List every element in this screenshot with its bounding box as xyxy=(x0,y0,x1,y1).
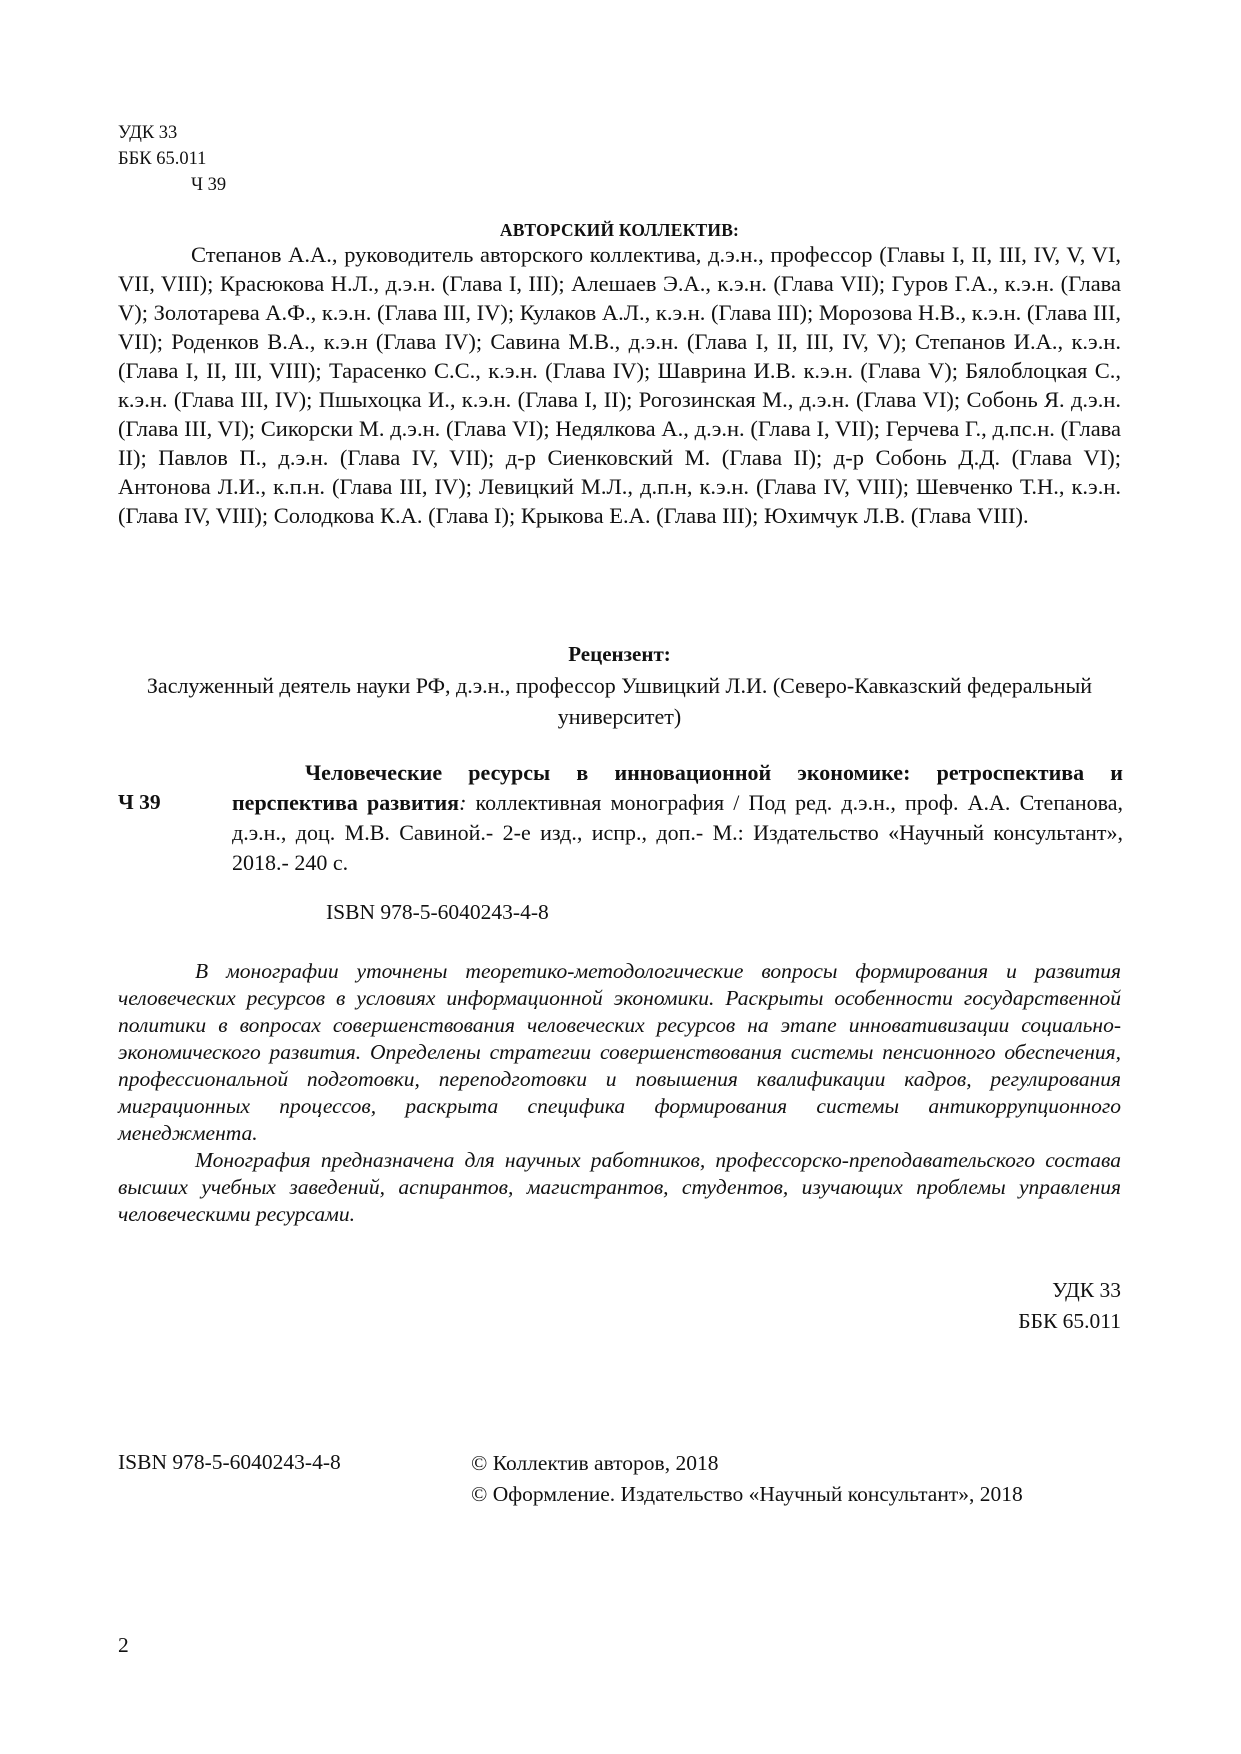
authors-heading: АВТОРСКИЙ КОЛЛЕКТИВ: xyxy=(499,220,740,240)
reviewer-heading: Рецензент: xyxy=(568,642,671,666)
bibliographic-record xyxy=(232,758,1123,878)
classification-codes-bottom xyxy=(900,1275,1121,1337)
authors-list: Степанов А.А., руководитель авторского коллектива, д.э.н., профессор (Главы I, II, III, IV, V, VI, VII, VIII); Красюкова Н.Л., д.э.н. (Глава I, III); Алешаев Э.А., к.э.н. (Глава VII); Гуров Г.А., к.э.н. (Глава V); Золотарева А.Ф., к.э.н. (Глава III, IV); Кулаков А.Л., к.э.н. (Глава III); Морозова Н.В., к.э.н. (Глава III, VII); Роденков В.А., к.э.н (Глава IV); Савина М.В., д.э.н. (Глава I, II, III, IV, V); Степанов И.А., к.э.н. (Глава I, II, III, VIII); Тарасенко С.С., к.э.н. (Глава IV); Шаврина И.В. к.э.н. (Глава V); Бялоблоцкая С., к.э.н. (Глава III, IV); Пшыхоцка И., к.э.н. (Глава I, II); Рогозинская М., д.э.н. (Глава VI); Собонь Я. д.э.н. (Глава III, VI); Сикорски М. д.э.н. (Глава VI); Недялкова А., д.э.н. (Глава I, VII); Герчева Г., д.пс.н. (Глава II); Павлов П., д.э.н. (Глава IV, VII); д-р Сиенковский М. (Глава II); д-р Собонь Д.Д. (Глава VI); Антонова Л.И., к.п.н. (Глава III, IV); Левицкий М.Л., д.п.н, к.э.н. (Глава IV, VIII); Шевченко Т.Н., к.э.н. (Глава IV, VIII); Солодкова К.А. (Глава I); Крыкова Е.А. (Глава III); Юхимчук Л.В. (Глава VIII). xyxy=(118,242,1121,528)
copyright-authors: © Коллектив авторов, 2018 xyxy=(471,1451,719,1475)
annotation-paragraph: Монография предназначена для научных работников, профессорско-преподавательского состава высших учебных заведений, аспирантов, магистрантов, студентов, изучающих проблемы управления человеческими ресурсами. xyxy=(118,1148,1121,1226)
copyright-publisher: © Оформление. Издательство «Научный консультант», 2018 xyxy=(471,1482,1023,1506)
annotation-paragraph: В монографии уточнены теоретико-методологические вопросы формирования и развития человеческих ресурсов в условиях информационной экономики. Раскрыты особенности государственной политики в вопросах совершенствования человеческих ресурсов на этапе инновативизации социально-экономического развития. Определены стратегии совершенствования системы пенсионного обеспечения, профессиональной подготовки, переподготовки и повышения квалификации кадров, регулирования миграционных процессов, раскрыта специфика формирования системы антикоррупционного менеджмента. xyxy=(118,959,1121,1145)
annotation xyxy=(118,958,1121,1228)
isbn-bottom: ISBN 978-5-6040243-4-8 xyxy=(118,1450,341,1474)
page-number: 2 xyxy=(118,1633,129,1657)
copyright-block xyxy=(471,1448,1023,1510)
title-separator: : xyxy=(459,790,467,815)
udk-code: УДК 33 xyxy=(118,123,178,143)
udk-code: УДК 33 xyxy=(1052,1278,1121,1302)
bibliographic-code: Ч 39 xyxy=(118,790,161,814)
author-sign: Ч 39 xyxy=(191,175,227,195)
bbk-code: ББК 65.011 xyxy=(118,149,207,169)
reviewer-text: Заслуженный деятель науки РФ, д.э.н., профессор Ушвицкий Л.И. (Северо-Кавказский федеральный университет) xyxy=(146,673,1093,729)
book-title: Человеческие ресурсы в инновационной экономике: ретроспектива и перспектива развития xyxy=(232,760,1123,815)
isbn-middle: ISBN 978-5-6040243-4-8 xyxy=(326,900,549,924)
bibliographic-details: коллективная монография / Под ред. д.э.н., проф. А.А. Степанова, д.э.н., доц. М.В. Савиной.- 2-е изд., испр., доп.- М.: Издательство «Научный консультант», 2018.- 240 с. xyxy=(232,790,1123,875)
bbk-code: ББК 65.011 xyxy=(1018,1309,1121,1333)
classification-codes-top xyxy=(118,120,226,198)
